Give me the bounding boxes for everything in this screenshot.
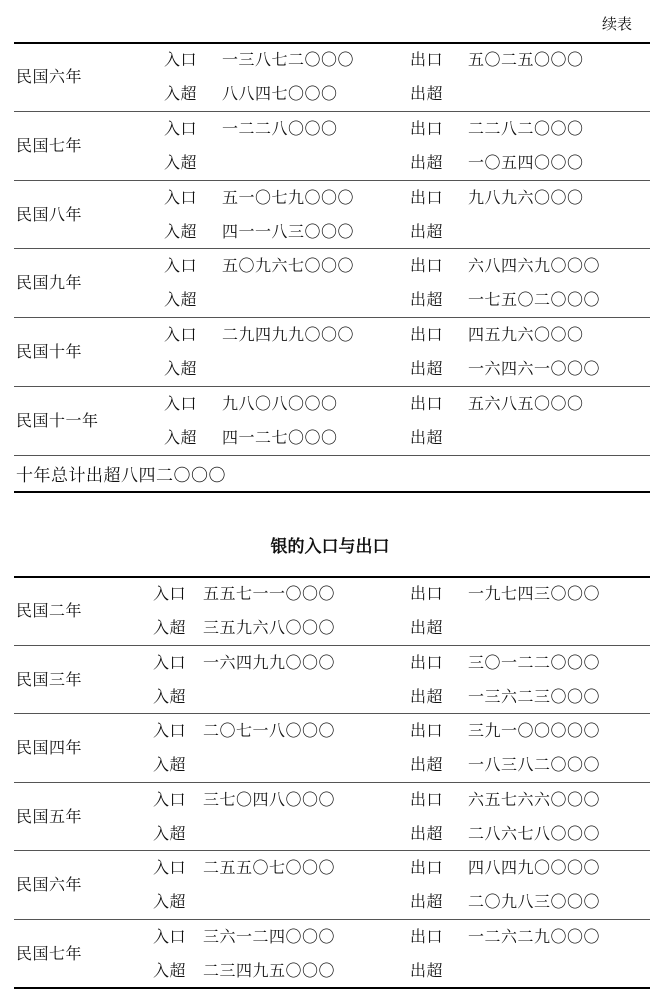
out-excess-label: 出超: [410, 359, 444, 379]
row-year: 民国三年: [16, 669, 83, 689]
in-label: 入口: [164, 50, 198, 69]
in-label: 入口: [164, 118, 198, 138]
row-divider: [14, 782, 650, 783]
in-label: 入口: [164, 256, 198, 276]
out-label: 出口: [410, 789, 444, 809]
out-value: 二二八二〇〇〇: [468, 118, 584, 138]
table-top-rule: [14, 42, 650, 44]
in-value: 五一〇七九〇〇〇: [222, 187, 355, 207]
row-year: 民国七年: [16, 135, 83, 155]
row-divider: [14, 713, 650, 714]
in-excess-label: 入超: [153, 755, 187, 775]
in-excess-value: 二三四九五〇〇〇: [203, 961, 336, 980]
out-excess-value: 一三六二三〇〇〇: [468, 686, 601, 706]
out-label: 出口: [410, 927, 444, 946]
out-label: 出口: [410, 325, 444, 345]
in-label: 入口: [153, 927, 187, 946]
row-year: 民国十一年: [16, 411, 99, 430]
row-year: 民国五年: [16, 806, 83, 826]
out-excess-value: 一六四六一〇〇〇: [468, 359, 601, 379]
in-label: 入口: [164, 325, 198, 345]
out-excess-value: 一七五〇二〇〇〇: [468, 290, 601, 310]
in-label: 入口: [153, 652, 187, 672]
out-excess-value: 二八六七八〇〇〇: [468, 823, 601, 843]
out-excess-value: 一〇五四〇〇〇: [468, 152, 584, 172]
in-excess-value: 三五九六八〇〇〇: [203, 618, 336, 637]
in-excess-value: 四一二七〇〇〇: [222, 428, 338, 447]
row-year: 民国十年: [16, 342, 83, 362]
row-year: 民国二年: [16, 601, 83, 620]
out-excess-label: 出超: [410, 84, 444, 103]
in-excess-label: 入超: [164, 428, 198, 447]
out-excess-label: 出超: [410, 686, 444, 706]
continued-label: 续表: [601, 15, 632, 33]
table-bottom-rule: [14, 987, 650, 989]
in-excess-value: 八八四七〇〇〇: [222, 84, 338, 103]
row-year: 民国九年: [16, 273, 83, 293]
row-divider: [14, 919, 650, 920]
out-value: 六八四六九〇〇〇: [468, 256, 601, 276]
in-value: 一二二八〇〇〇: [222, 118, 338, 138]
out-label: 出口: [410, 187, 444, 207]
in-value: 三七〇四八〇〇〇: [203, 789, 336, 809]
out-value: 四五九六〇〇〇: [468, 325, 584, 345]
in-value: 一六四九九〇〇〇: [203, 652, 336, 672]
out-label: 出口: [410, 652, 444, 672]
out-excess-label: 出超: [410, 290, 444, 310]
in-excess-label: 入超: [153, 823, 187, 843]
in-label: 入口: [153, 789, 187, 809]
row-year: 民国六年: [16, 875, 83, 895]
in-value: 二〇七一八〇〇〇: [203, 721, 336, 741]
row-divider: [14, 850, 650, 851]
out-excess-label: 出超: [410, 755, 444, 775]
out-excess-label: 出超: [410, 961, 444, 980]
out-value: 四八四九〇〇〇〇: [468, 858, 601, 878]
table-bottom-rule: [14, 491, 650, 493]
in-value: 五〇九六七〇〇〇: [222, 256, 355, 276]
in-value: 九八〇八〇〇〇: [222, 394, 338, 413]
out-excess-label: 出超: [410, 221, 444, 241]
in-excess-label: 入超: [153, 686, 187, 706]
out-label: 出口: [410, 256, 444, 276]
row-year: 民国八年: [16, 204, 83, 224]
in-value: 二五五〇七〇〇〇: [203, 858, 336, 878]
in-label: 入口: [153, 721, 187, 741]
in-label: 入口: [164, 187, 198, 207]
out-label: 出口: [410, 858, 444, 878]
out-value: 六五七六六〇〇〇: [468, 789, 601, 809]
table-top-rule: [14, 576, 650, 578]
in-label: 入口: [153, 584, 187, 603]
row-year: 民国六年: [16, 67, 83, 86]
row-divider: [14, 248, 650, 249]
out-value: 三九一〇〇〇〇〇: [468, 721, 601, 741]
in-excess-label: 入超: [164, 84, 198, 103]
out-value: 九八九六〇〇〇: [468, 187, 584, 207]
out-excess-label: 出超: [410, 618, 444, 637]
in-label: 入口: [164, 394, 198, 413]
table-silver-title: 银的入口与出口: [270, 537, 390, 557]
in-value: 一三八七二〇〇〇: [222, 50, 355, 69]
row-year: 民国七年: [16, 944, 83, 963]
out-label: 出口: [410, 721, 444, 741]
in-excess-label: 入超: [153, 618, 187, 637]
out-label: 出口: [410, 584, 444, 603]
out-excess-label: 出超: [410, 152, 444, 172]
row-divider: [14, 645, 650, 646]
row-divider: [14, 111, 650, 112]
in-excess-value: 四一一八三〇〇〇: [222, 221, 355, 241]
out-value: 五六八五〇〇〇: [468, 394, 584, 413]
row-year: 民国四年: [16, 738, 83, 758]
in-excess-label: 入超: [153, 961, 187, 980]
row-divider: [14, 455, 650, 456]
out-label: 出口: [410, 118, 444, 138]
out-value: 一二六二九〇〇〇: [468, 927, 601, 946]
out-excess-value: 一八三八二〇〇〇: [468, 755, 601, 775]
out-label: 出口: [410, 394, 444, 413]
row-divider: [14, 317, 650, 318]
in-value: 三六一二四〇〇〇: [203, 927, 336, 946]
row-divider: [14, 386, 650, 387]
out-value: 三〇一二二〇〇〇: [468, 652, 601, 672]
row-divider: [14, 180, 650, 181]
in-label: 入口: [153, 858, 187, 878]
in-excess-label: 入超: [164, 290, 198, 310]
out-excess-label: 出超: [410, 892, 444, 912]
in-excess-label: 入超: [164, 221, 198, 241]
in-excess-label: 入超: [164, 152, 198, 172]
out-value: 五〇二五〇〇〇: [468, 50, 584, 69]
out-label: 出口: [410, 50, 444, 69]
in-value: 五五七一一〇〇〇: [203, 584, 336, 603]
table-gold-total: 十年总计出超八四二〇〇〇: [16, 466, 226, 486]
out-excess-label: 出超: [410, 428, 444, 447]
in-excess-label: 入超: [153, 892, 187, 912]
in-value: 二九四九九〇〇〇: [222, 325, 355, 345]
in-excess-label: 入超: [164, 359, 198, 379]
out-excess-value: 二〇九八三〇〇〇: [468, 892, 601, 912]
out-excess-label: 出超: [410, 823, 444, 843]
out-value: 一九七四三〇〇〇: [468, 584, 601, 603]
